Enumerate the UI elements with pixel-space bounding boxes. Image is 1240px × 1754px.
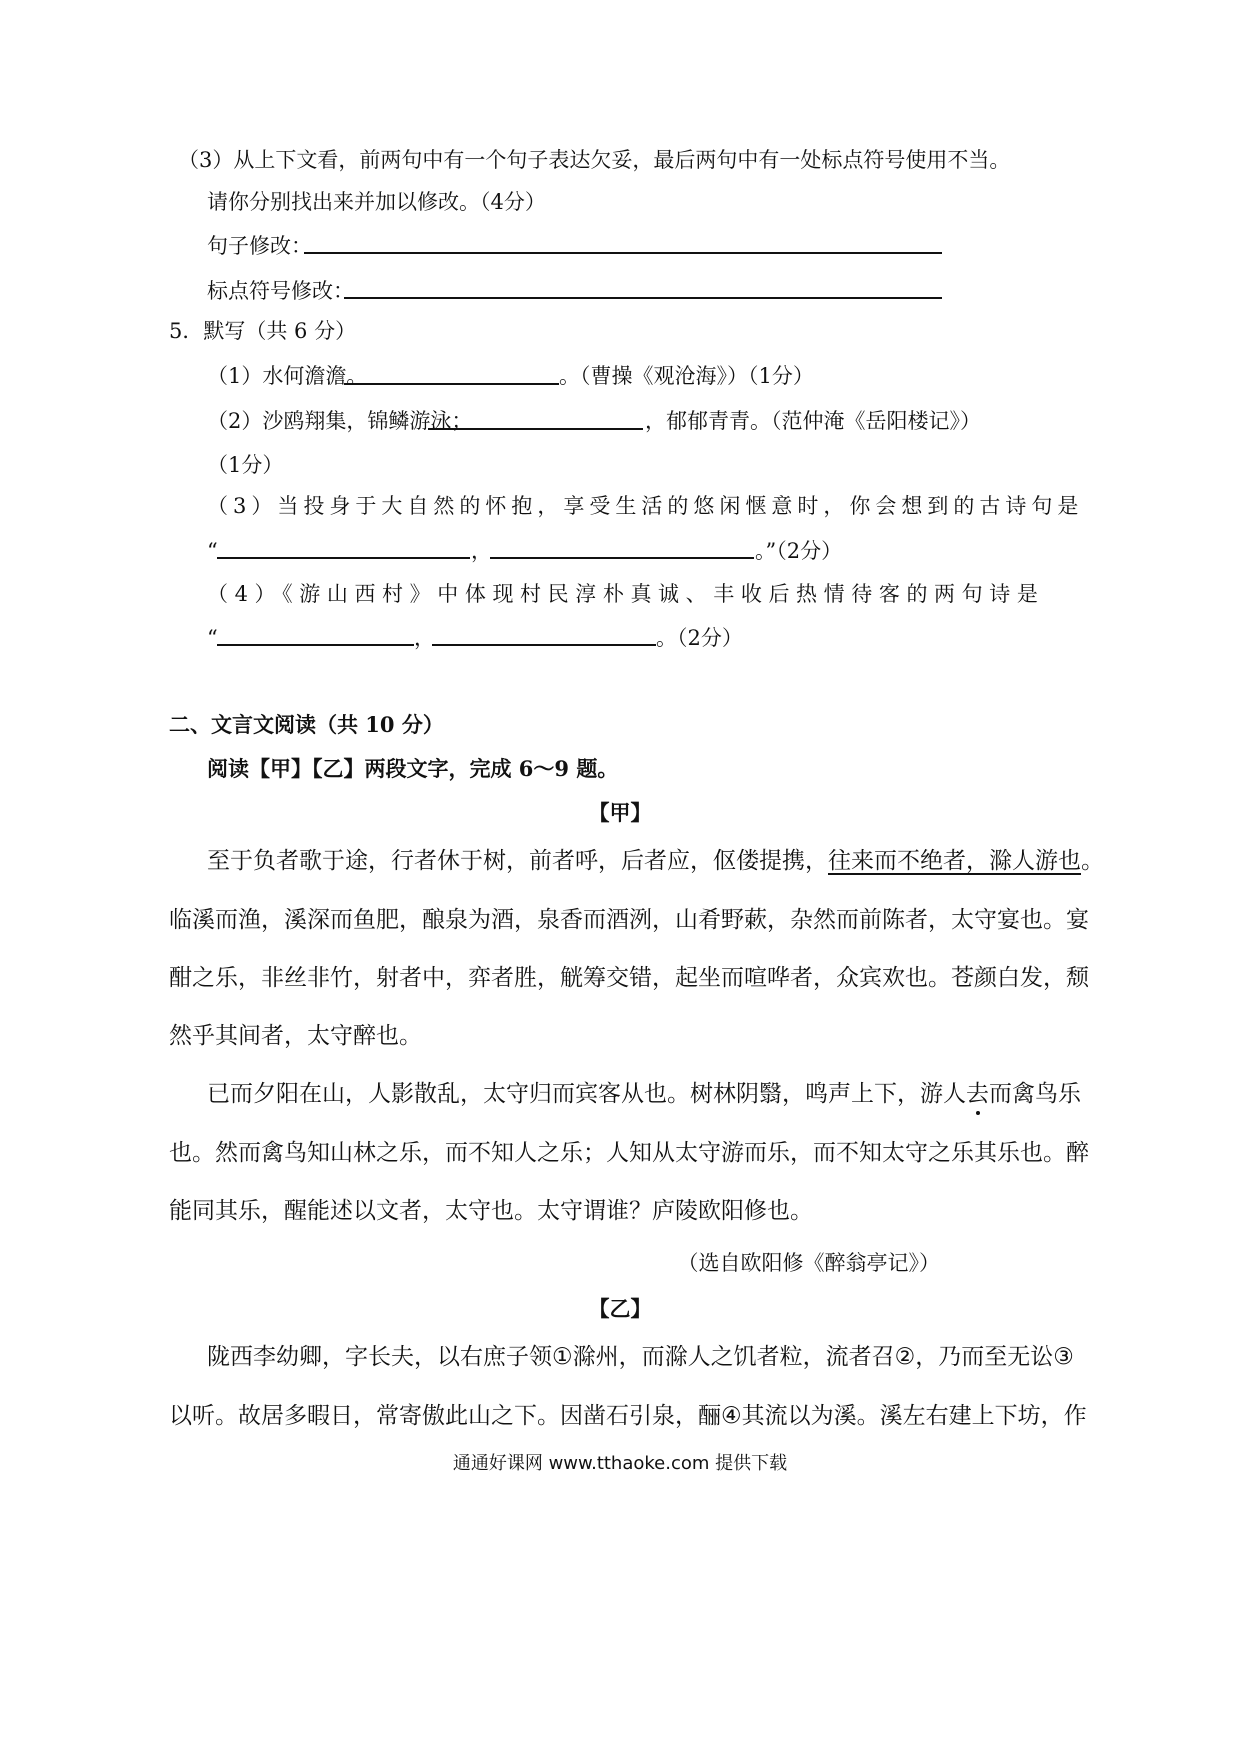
jia-p2-line1-a: 已而夕阳在山，人影散乱，太守归而宾客从也。树林阴翳，鸣声上下，游人 — [207, 1081, 966, 1107]
q5-item3-open-quote: “ — [207, 539, 218, 563]
punct-fix-blank[interactable] — [344, 277, 942, 299]
jia-p1-line1-c: 。 — [1081, 848, 1104, 874]
page-footer: 通通好课网 www.tthaoke.com 提供下载 — [452, 1453, 788, 1474]
jia-p2-line2: 也。然而禽鸟知山林之乐，而不知人之乐；人知从太守游而乐，而不知太守之乐其乐也。醉 — [169, 1140, 1089, 1166]
q4-3-prompt-line1: （3）从上下文看，前两句中有一个句子表达欠妥，最后两句中有一处标点符号使用不当。 — [178, 148, 1011, 172]
q5-item4-blank2[interactable] — [432, 624, 656, 646]
q5-item3-prompt: （3）当投身于大自然的怀抱，享受生活的悠闲惬意时，你会想到的古诗句是 — [207, 494, 1084, 518]
q5-item4-open-quote: “ — [207, 626, 218, 650]
jia-p2-line3: 能同其乐，醒能述以文者，太守也。太守谓谁？庐陵欧阳修也。 — [169, 1198, 813, 1224]
q5-item3-blank1[interactable] — [217, 537, 470, 559]
q5-item4-comma: ， — [414, 626, 435, 650]
q4-3-prompt-line2: 请你分别找出来并加以修改。（4分） — [207, 190, 546, 214]
section2-title: 二、文言文阅读（共 10 分） — [169, 712, 444, 737]
punct-fix-label: 标点符号修改： — [207, 279, 354, 303]
q5-item2-blank[interactable] — [428, 408, 643, 430]
q5-item3-comma: ， — [471, 539, 492, 563]
q5-item1-post: 。（曹操《观沧海》）（1分） — [559, 364, 814, 388]
q5-item3-end: 。”（2分） — [755, 539, 843, 563]
q5-item4-prompt: （4）《游山西村》中体现村民淳朴真诚、丰收后热情待客的两句诗是 — [207, 582, 1045, 606]
jia-heading: 【甲】 — [588, 800, 652, 825]
jia-p2-line1-b: 而禽鸟乐 — [989, 1081, 1081, 1107]
emphasis-dot-char: 去 — [966, 1081, 989, 1107]
q5-item2-score: （1分） — [207, 453, 284, 477]
q5-item2-pre: （2）沙鸥翔集，锦鳞游泳； — [207, 409, 473, 433]
q5-item2-post: ，郁郁青青。（范仲淹《岳阳楼记》） — [645, 409, 981, 433]
jia-p1-line3: 酣之乐，非丝非竹，射者中，弈者胜，觥筹交错，起坐而喧哗者，众宾欢也。苍颜白发，颓 — [169, 965, 1089, 991]
q5-item3-blank2[interactable] — [490, 537, 754, 559]
jia-p1-line1-a: 至于负者歌于途，行者休于树，前者呼，后者应，伛偻提携， — [207, 848, 828, 874]
q5-item1-blank[interactable] — [344, 363, 559, 385]
yi-line1: 陇西李幼卿，字长夫，以右庶子领①滁州，而滁人之饥者粒，流者召②，乃而至无讼③ — [207, 1344, 1074, 1370]
q5-title: 5．默写（共 6 分） — [169, 319, 357, 343]
punct-fix-row — [207, 281, 354, 302]
sentence-fix-row — [207, 236, 312, 257]
jia-underlined-sentence: 往来而不绝者，滁人游也 — [828, 848, 1081, 874]
yi-heading: 【乙】 — [588, 1296, 652, 1321]
jia-p1-line4: 然乎其间者，太守醉也。 — [169, 1023, 422, 1049]
q5-item4-blank1[interactable] — [217, 624, 414, 646]
jia-source: （选自欧阳修《醉翁亭记》） — [677, 1251, 940, 1275]
sentence-fix-label: 句子修改： — [207, 234, 312, 258]
jia-p1-line2: 临溪而渔，溪深而鱼肥，酿泉为酒，泉香而酒洌，山肴野蔌，杂然而前陈者，太守宴也。宴 — [169, 907, 1089, 933]
q5-item4-end: 。（2分） — [656, 626, 743, 650]
q5-item1-pre: （1）水何澹澹。 — [207, 364, 368, 388]
section2-instruction: 阅读【甲】【乙】两段文字，完成 6～9 题。 — [207, 756, 619, 781]
jia-p1-line1 — [207, 850, 1104, 873]
yi-line2: 以听。故居多暇日，常寄傲此山之下。因凿石引泉，酾④其流以为溪。溪左右建上下坊，作 — [169, 1403, 1087, 1429]
sentence-fix-blank[interactable] — [304, 232, 942, 254]
jia-p2-line1 — [207, 1083, 1081, 1106]
